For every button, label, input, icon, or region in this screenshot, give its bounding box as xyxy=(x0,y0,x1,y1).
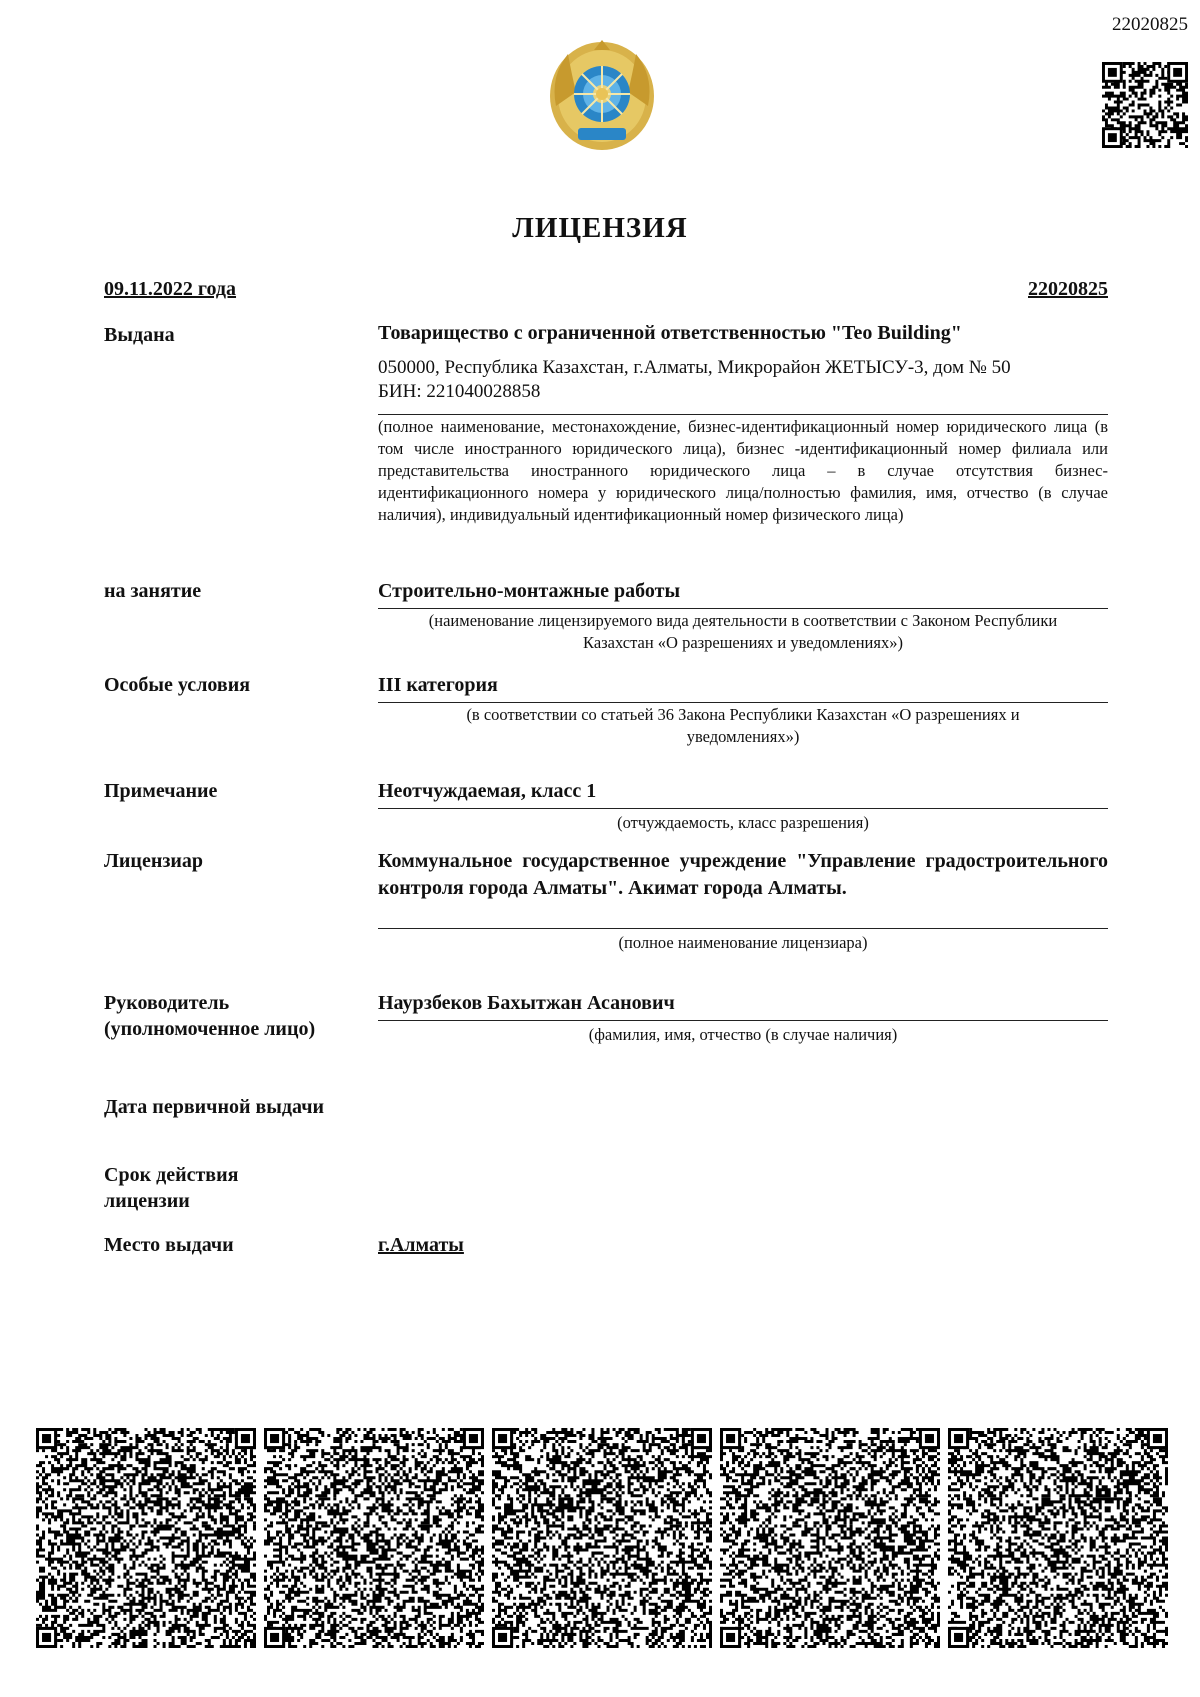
conditions-label: Особые условия xyxy=(104,674,251,696)
licensor-label: Лицензиар xyxy=(104,850,204,872)
activity-value: Строительно-монтажные работы xyxy=(378,580,681,602)
state-emblem-icon xyxy=(542,36,662,156)
issue-date: 09.11.2022 года xyxy=(104,278,237,300)
licensor-value: Коммунальное государственное учреждение "Управление градостроительного контроля города Алматы". Акимат города Алматы. xyxy=(378,850,1108,899)
issued-bin: БИН: 221040028858 xyxy=(378,381,541,402)
divider xyxy=(378,702,1108,703)
issued-label: Выдана xyxy=(104,324,175,346)
conditions-note: (в соответствии со статьей 36 Закона Республики Казахстан «О разрешениях и уведомлениях») xyxy=(466,705,1020,746)
head-label-line1: Руководитель xyxy=(104,992,230,1014)
issued-address: 050000, Республика Казахстан, г.Алматы, Микрорайон ЖЕТЫСУ-3, дом № 50 xyxy=(378,357,1011,378)
issued-note: (полное наименование, местонахождение, бизнес-идентификационный номер юридического лица (в том числе иностранного юридического лица), бизнес -идентификационный номер филиала или представительства иностранного юридического лица – в случае отсутствия бизнес-идентификационного номера у юридического лица/полностью фамилия, имя, отчество (в случае наличия), индивидуальный идентификационный номер физического лица) xyxy=(378,417,1108,524)
head-note: (фамилия, имя, отчество (в случае наличия) xyxy=(588,1025,898,1044)
top-document-number: 22020825 xyxy=(1112,14,1188,35)
qr-code-icon xyxy=(1102,62,1188,148)
conditions-value: III категория xyxy=(378,674,498,696)
bottom-qr-codes xyxy=(36,1422,1168,1654)
validity-label xyxy=(104,1162,238,1214)
remark-value: Неотчуждаемая, класс 1 xyxy=(378,780,597,802)
validity-label-line1: Срок действия xyxy=(104,1164,239,1186)
first-issue-label: Дата первичной выдачи xyxy=(104,1096,325,1118)
head-label xyxy=(104,990,315,1042)
head-label-line2: (уполномоченное лицо) xyxy=(104,1018,316,1040)
license-number: 22020825 xyxy=(1028,278,1108,300)
divider xyxy=(378,414,1108,415)
activity-label: на занятие xyxy=(104,580,202,602)
divider xyxy=(378,928,1108,929)
head-value: Наурзбеков Бахытжан Асанович xyxy=(378,992,675,1014)
validity-label-line2: лицензии xyxy=(104,1190,190,1212)
licensor-note: (полное наименование лицензиара) xyxy=(618,933,868,952)
divider xyxy=(378,608,1108,609)
document-title: ЛИЦЕНЗИЯ xyxy=(512,212,688,244)
activity-note: (наименование лицензируемого вида деятельности в соответствии с Законом Республики Казахстан «О разрешениях и уведомлениях») xyxy=(428,611,1058,652)
divider xyxy=(378,1020,1108,1021)
place-value: г.Алматы xyxy=(378,1234,464,1256)
issued-name: Товарищество с ограниченной ответственностью "Teo Building" xyxy=(378,322,962,344)
remark-note: (отчуждаемость, класс разрешения) xyxy=(617,813,869,832)
remark-label: Примечание xyxy=(104,780,218,802)
qr-strip-icon xyxy=(36,1422,1168,1654)
place-label: Место выдачи xyxy=(104,1234,234,1256)
divider xyxy=(378,808,1108,809)
